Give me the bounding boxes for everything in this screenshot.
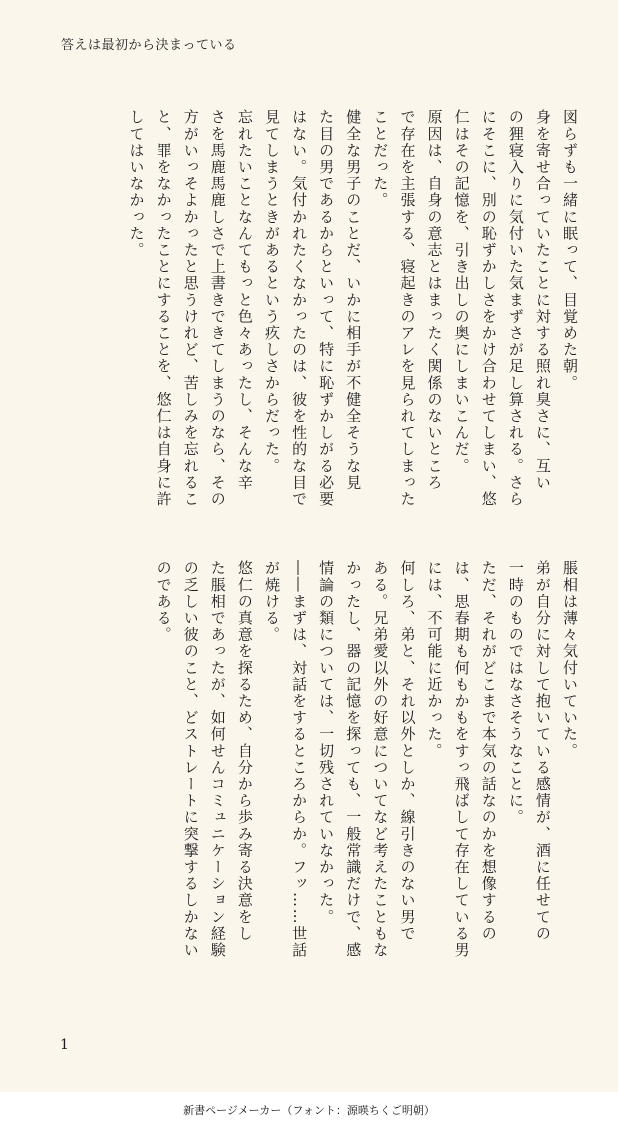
text-line: 原因は、自身の意志とはまったく関係のないところ: [425, 109, 444, 491]
text-line: の狸寝入りに気付いた気まずさが足し算される。さら: [506, 109, 525, 508]
text-line: 健全な男子のことだ、いかに相手が不健全そうな見: [344, 109, 363, 491]
text-line: ――まずは、対話をするところからか。フッ……世話: [290, 560, 309, 959]
text-line: は、思春期も何もかもをすっ飛ばして存在している男: [452, 560, 471, 959]
text-line: のである。: [154, 560, 173, 643]
text-line: 脹相は薄々気付いていた。: [561, 560, 579, 760]
text-line: が焼ける。: [262, 560, 281, 643]
text-line: 図らずも一緒に眠って、目覚めた朝。: [561, 109, 579, 392]
text-line: ただ、それがどこまで本気の話なのかを想像するの: [479, 560, 498, 942]
text-line: と、罪をなかったことにすることを、悠仁は自身に許: [154, 109, 173, 508]
text-line: はない。気付かれたくなかったのは、彼を性的な目で: [290, 109, 309, 508]
text-line: で存在を主張する、寝起きのアレを見られてしまった: [398, 109, 417, 508]
text-line: 身を寄せ合っていたことに対する照れ臭さに、互い: [533, 109, 552, 491]
text-line: の乏しい彼のこと、どストレートに突撃するしかない: [181, 560, 200, 959]
text-line: 仁はその記憶を、引き出しの奥にしまいこんだ。: [452, 109, 471, 475]
page-number: 1: [60, 1037, 69, 1053]
text-line: 一時のものではなさそうなことに。: [506, 560, 525, 826]
text-line: 弟が自分に対して抱いている感情が、酒に任せての: [533, 560, 552, 942]
running-header-title: 答えは最初から決まっている: [61, 38, 237, 53]
text-line: た目の男であるからといって、特に恥ずかしがる必要: [317, 109, 336, 508]
text-line: かったし、器の記憶を探っても、一般常識だけで、感: [344, 560, 363, 959]
footer-credit: 新書ページメーカー（フォント：源暎ちくご明朝）: [0, 1092, 618, 1132]
text-block-bottom: [150, 560, 584, 990]
text-line: 見てしまうときがあるという疚しさからだった。: [262, 109, 281, 475]
text-line: 方がいっそよかったと思うけれど、苦しみを忘れるこ: [181, 109, 200, 508]
text-line: 忘れたいことなんてもっと色々あったし、そんな辛: [235, 109, 254, 491]
text-line: ことだった。: [371, 109, 390, 209]
text-line: さを馬鹿馬鹿しさで上書きできてしまうのなら、その: [208, 109, 227, 508]
text-line: してはいなかった。: [127, 109, 146, 259]
text-line: には、不可能に近かった。: [425, 560, 444, 760]
text-line: 情論の類については、一切残されていなかった。: [317, 560, 336, 926]
text-line: 悠仁の真意を探るため、自分から歩み寄る決意をし: [235, 560, 254, 942]
text-line: ある。兄弟愛以外の好意についてなど考えたこともな: [371, 560, 390, 959]
text-line: 何しろ、弟と、それ以外としか、線引きのない男で: [398, 560, 417, 942]
text-line: にそこに、別の恥ずかしさをかけ合わせてしまい、悠: [479, 109, 498, 508]
text-line: た脹相であったが、如何せんコミュニケーション経験: [208, 560, 227, 959]
text-block-top: [122, 109, 583, 539]
